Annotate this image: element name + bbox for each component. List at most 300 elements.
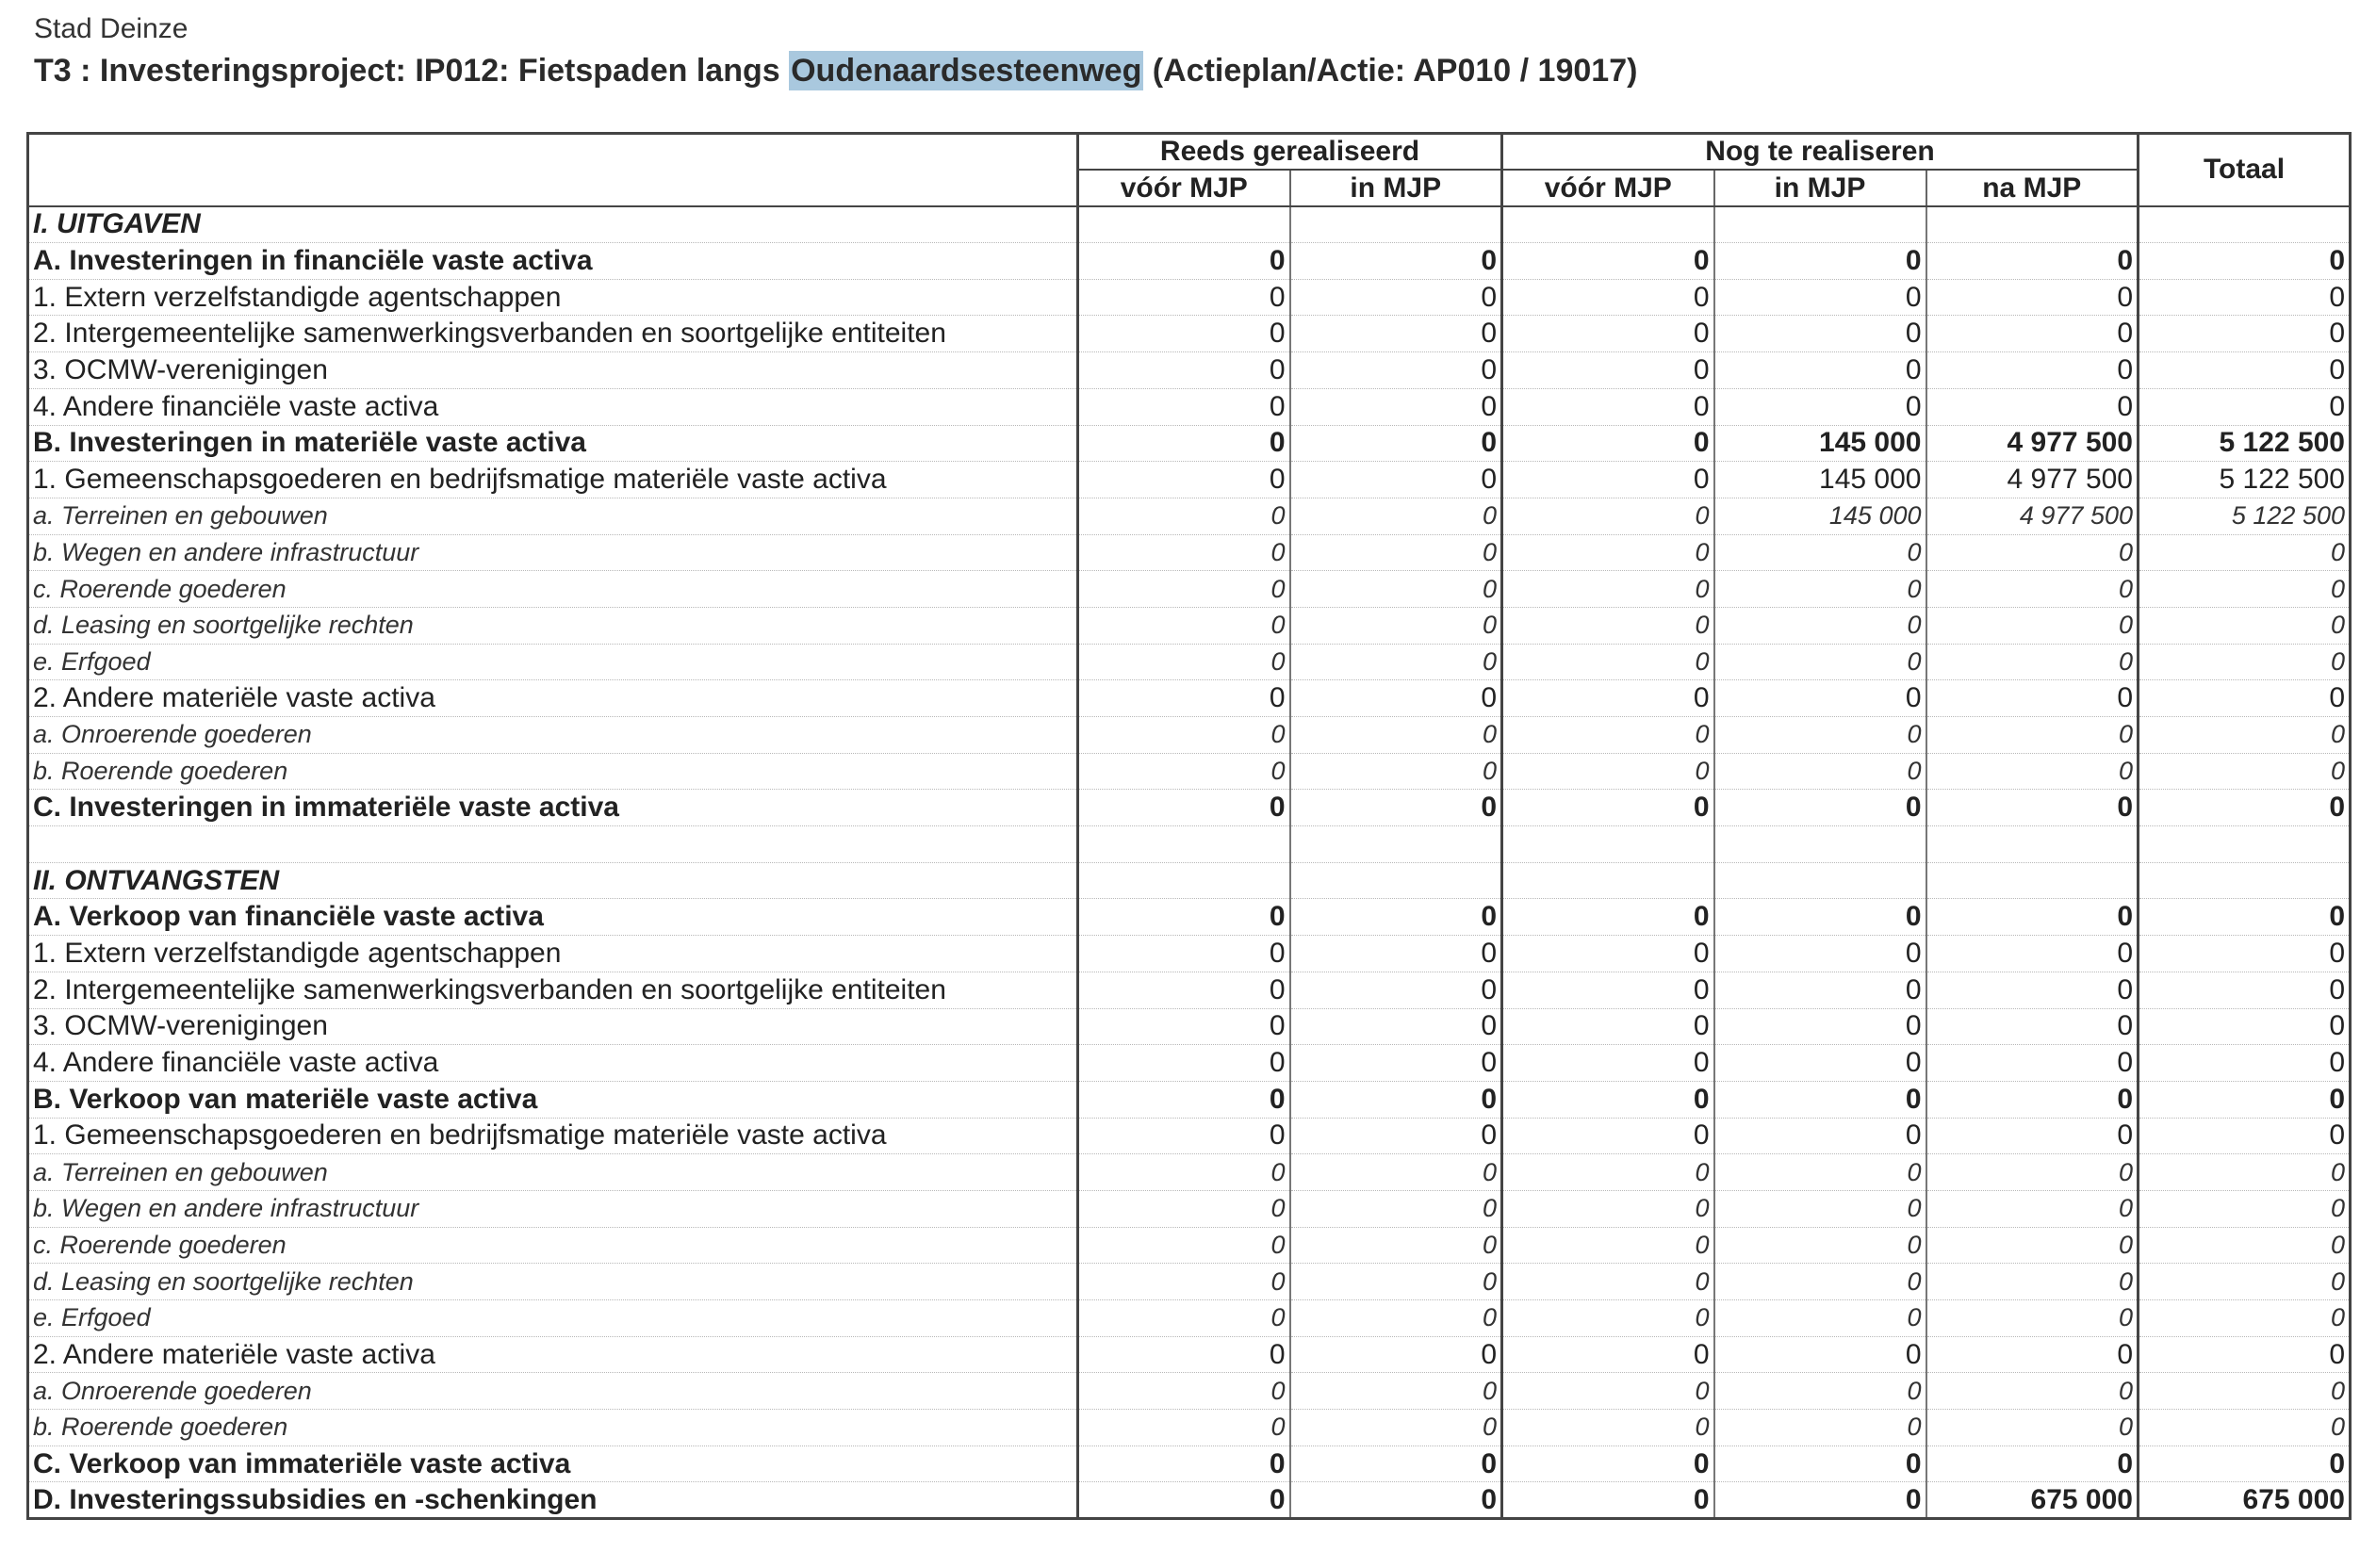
cell-value: 0 xyxy=(2139,279,2351,316)
cell-value: 0 xyxy=(1078,644,1290,680)
cell-value: 4 977 500 xyxy=(1926,498,2139,534)
cell-value: 0 xyxy=(1502,1410,1714,1446)
row-label: 1. Extern verzelfstandigde agentschappen xyxy=(28,279,1078,316)
cell-value: 0 xyxy=(1290,1227,1502,1264)
cell-value: 0 xyxy=(1290,425,1502,462)
cell-value: 0 xyxy=(1714,534,1926,571)
cell-value: 0 xyxy=(2139,1300,2351,1337)
section-heading-row xyxy=(28,206,2351,243)
cell-value: 0 xyxy=(1290,243,1502,280)
cell-value: 5 122 500 xyxy=(2139,462,2351,498)
table-row xyxy=(28,1118,2351,1154)
cell-value: 0 xyxy=(2139,899,2351,936)
cell-value: 0 xyxy=(1290,352,1502,389)
cell-value: 0 xyxy=(1714,352,1926,389)
cell-value: 675 000 xyxy=(2139,1482,2351,1519)
cell-value: 0 xyxy=(1714,1373,1926,1410)
header-reeds-gerealiseerd: Reeds gerealiseerd xyxy=(1078,134,1502,171)
cell-value: 0 xyxy=(1926,279,2139,316)
table-row xyxy=(28,826,2351,863)
cell-value: 0 xyxy=(1078,1482,1290,1519)
cell-value: 0 xyxy=(1078,243,1290,280)
cell-value: 0 xyxy=(1290,680,1502,717)
cell-value: 675 000 xyxy=(1926,1482,2139,1519)
cell-value: 0 xyxy=(1502,498,1714,534)
cell-value: 0 xyxy=(1078,607,1290,644)
table-row xyxy=(28,1154,2351,1191)
table-row xyxy=(28,644,2351,680)
cell-value: 0 xyxy=(1926,1264,2139,1300)
table-row xyxy=(28,534,2351,571)
cell-value: 0 xyxy=(1926,534,2139,571)
table-row xyxy=(28,1227,2351,1264)
cell-value: 0 xyxy=(1714,607,1926,644)
cell-value: 0 xyxy=(1926,1227,2139,1264)
cell-value xyxy=(1502,862,1714,899)
cell-value: 0 xyxy=(2139,534,2351,571)
cell-value: 0 xyxy=(1502,607,1714,644)
cell-value: 145 000 xyxy=(1714,462,1926,498)
cell-value: 0 xyxy=(2139,388,2351,425)
cell-value: 0 xyxy=(1502,279,1714,316)
cell-value: 0 xyxy=(2139,753,2351,790)
table-row xyxy=(28,1008,2351,1045)
cell-value: 0 xyxy=(1078,316,1290,352)
cell-value xyxy=(1714,862,1926,899)
cell-value: 0 xyxy=(1078,498,1290,534)
cell-value: 0 xyxy=(2139,1264,2351,1300)
cell-value: 0 xyxy=(1290,1154,1502,1191)
cell-value: 0 xyxy=(1290,1264,1502,1300)
row-label: e. Erfgoed xyxy=(28,1300,1078,1337)
cell-value: 0 xyxy=(1502,1446,1714,1482)
row-label: a. Onroerende goederen xyxy=(28,1373,1078,1410)
cell-value: 0 xyxy=(2139,1081,2351,1118)
cell-value: 0 xyxy=(1926,680,2139,717)
cell-value xyxy=(1502,206,1714,243)
cell-value: 0 xyxy=(1714,972,1926,1008)
cell-value: 0 xyxy=(1926,352,2139,389)
cell-value: 0 xyxy=(1714,680,1926,717)
table-row xyxy=(28,571,2351,608)
row-label: b. Wegen en andere infrastructuur xyxy=(28,1190,1078,1227)
cell-value: 0 xyxy=(1714,1227,1926,1264)
row-label: a. Onroerende goederen xyxy=(28,717,1078,754)
row-label: C. Verkoop van immateriële vaste activa xyxy=(28,1446,1078,1482)
cell-value: 0 xyxy=(1290,462,1502,498)
cell-value: 0 xyxy=(1078,1373,1290,1410)
cell-value: 0 xyxy=(1502,899,1714,936)
cell-value xyxy=(1926,862,2139,899)
cell-value: 0 xyxy=(2139,1190,2351,1227)
cell-value: 0 xyxy=(1290,1081,1502,1118)
cell-value: 0 xyxy=(1078,753,1290,790)
cell-value: 0 xyxy=(1078,1008,1290,1045)
cell-value: 0 xyxy=(2139,1446,2351,1482)
cell-value: 0 xyxy=(1714,1446,1926,1482)
cell-value: 0 xyxy=(2139,607,2351,644)
table-row xyxy=(28,388,2351,425)
cell-value: 0 xyxy=(1926,1410,2139,1446)
cell-value: 0 xyxy=(1714,1482,1926,1519)
row-label: A. Verkoop van financiële vaste activa xyxy=(28,899,1078,936)
section-heading-row xyxy=(28,862,2351,899)
cell-value: 0 xyxy=(1714,1336,1926,1373)
cell-value: 0 xyxy=(2139,1410,2351,1446)
cell-value: 0 xyxy=(1926,753,2139,790)
cell-value: 0 xyxy=(1926,972,2139,1008)
label-column-header xyxy=(28,134,1078,206)
cell-value: 0 xyxy=(1078,1227,1290,1264)
cell-value: 0 xyxy=(2139,1008,2351,1045)
cell-value: 0 xyxy=(1926,1045,2139,1082)
cell-value: 0 xyxy=(2139,936,2351,972)
cell-value: 0 xyxy=(2139,790,2351,826)
cell-value: 0 xyxy=(1502,680,1714,717)
cell-value: 0 xyxy=(1714,1118,1926,1154)
cell-value: 0 xyxy=(2139,352,2351,389)
table-row xyxy=(28,936,2351,972)
row-label: 4. Andere financiële vaste activa xyxy=(28,1045,1078,1082)
cell-value: 0 xyxy=(1502,1373,1714,1410)
cell-value: 0 xyxy=(1714,936,1926,972)
cell-value: 0 xyxy=(1502,1008,1714,1045)
table-row xyxy=(28,316,2351,352)
cell-value: 0 xyxy=(1290,972,1502,1008)
cell-value: 0 xyxy=(1714,1264,1926,1300)
cell-value: 0 xyxy=(1078,717,1290,754)
cell-value: 0 xyxy=(2139,972,2351,1008)
cell-value: 0 xyxy=(1502,1045,1714,1082)
row-label: 4. Andere financiële vaste activa xyxy=(28,388,1078,425)
cell-value: 0 xyxy=(1502,644,1714,680)
cell-value: 0 xyxy=(1714,243,1926,280)
cell-value: 0 xyxy=(1926,1081,2139,1118)
subheader-voor-mjp: vóór MJP xyxy=(1502,170,1714,206)
table-row xyxy=(28,425,2351,462)
row-label: b. Wegen en andere infrastructuur xyxy=(28,534,1078,571)
table-row xyxy=(28,680,2351,717)
cell-value: 0 xyxy=(1078,790,1290,826)
table-row xyxy=(28,753,2351,790)
cell-value: 0 xyxy=(1714,388,1926,425)
cell-value xyxy=(1290,862,1502,899)
title-prefix: T3 : Investeringsproject: IP012: Fietspaden langs xyxy=(34,53,790,89)
cell-value: 0 xyxy=(1502,1482,1714,1519)
cell-value: 0 xyxy=(1714,1190,1926,1227)
cell-value: 0 xyxy=(1714,899,1926,936)
cell-value: 5 122 500 xyxy=(2139,425,2351,462)
cell-value: 0 xyxy=(1290,899,1502,936)
cell-value: 0 xyxy=(1502,425,1714,462)
cell-value: 0 xyxy=(1290,1410,1502,1446)
cell-value: 0 xyxy=(2139,1227,2351,1264)
row-label: B. Investeringen in materiële vaste activa xyxy=(28,425,1078,462)
cell-value: 0 xyxy=(1926,899,2139,936)
cell-value: 0 xyxy=(1926,1446,2139,1482)
cell-value: 0 xyxy=(1078,972,1290,1008)
cell-value: 0 xyxy=(1502,1264,1714,1300)
cell-value: 0 xyxy=(1290,534,1502,571)
cell-value xyxy=(1714,206,1926,243)
cell-value xyxy=(1078,826,1290,863)
cell-value: 0 xyxy=(1502,972,1714,1008)
cell-value xyxy=(1502,826,1714,863)
row-label: 1. Gemeenschapsgoederen en bedrijfsmatige materiële vaste activa xyxy=(28,1118,1078,1154)
cell-value: 0 xyxy=(1714,279,1926,316)
cell-value: 0 xyxy=(1926,1373,2139,1410)
table-row xyxy=(28,1300,2351,1337)
cell-value: 0 xyxy=(1926,717,2139,754)
cell-value: 0 xyxy=(1926,316,2139,352)
cell-value: 0 xyxy=(1502,790,1714,826)
cell-value: 0 xyxy=(1078,1118,1290,1154)
cell-value: 0 xyxy=(1714,717,1926,754)
cell-value: 0 xyxy=(1078,1154,1290,1191)
cell-value: 0 xyxy=(2139,680,2351,717)
cell-value: 145 000 xyxy=(1714,425,1926,462)
row-label: 3. OCMW-verenigingen xyxy=(28,352,1078,389)
cell-value: 0 xyxy=(1926,790,2139,826)
cell-value: 0 xyxy=(1290,1300,1502,1337)
organization-name: Stad Deinze xyxy=(34,13,188,44)
row-label: D. Investeringssubsidies en -schenkingen xyxy=(28,1482,1078,1519)
cell-value: 0 xyxy=(1714,1008,1926,1045)
cell-value: 0 xyxy=(1502,753,1714,790)
cell-value: 0 xyxy=(1502,571,1714,608)
table-row xyxy=(28,1190,2351,1227)
cell-value: 0 xyxy=(2139,644,2351,680)
cell-value: 0 xyxy=(1502,1300,1714,1337)
cell-value xyxy=(1078,206,1290,243)
row-label: b. Roerende goederen xyxy=(28,1410,1078,1446)
row-label: 2. Andere materiële vaste activa xyxy=(28,1336,1078,1373)
row-label: 2. Andere materiële vaste activa xyxy=(28,680,1078,717)
cell-value: 0 xyxy=(1290,644,1502,680)
cell-value: 0 xyxy=(1502,717,1714,754)
cell-value: 0 xyxy=(1926,607,2139,644)
row-label: a. Terreinen en gebouwen xyxy=(28,1154,1078,1191)
cell-value: 0 xyxy=(1078,352,1290,389)
cell-value: 0 xyxy=(1078,936,1290,972)
cell-value: 0 xyxy=(1290,1045,1502,1082)
table-row xyxy=(28,462,2351,498)
table-row xyxy=(28,1446,2351,1482)
cell-value: 0 xyxy=(1502,534,1714,571)
cell-value: 0 xyxy=(1290,498,1502,534)
table-row xyxy=(28,498,2351,534)
cell-value: 0 xyxy=(1078,571,1290,608)
table-row xyxy=(28,1336,2351,1373)
cell-value: 0 xyxy=(1078,534,1290,571)
cell-value: 0 xyxy=(2139,1045,2351,1082)
cell-value: 0 xyxy=(2139,316,2351,352)
cell-value: 0 xyxy=(2139,717,2351,754)
cell-value: 0 xyxy=(1502,1154,1714,1191)
document-title xyxy=(34,53,1637,90)
row-label: C. Investeringen in immateriële vaste activa xyxy=(28,790,1078,826)
cell-value xyxy=(1926,826,2139,863)
cell-value: 0 xyxy=(1078,680,1290,717)
cell-value: 0 xyxy=(1290,388,1502,425)
cell-value: 0 xyxy=(1290,717,1502,754)
cell-value: 0 xyxy=(1714,790,1926,826)
cell-value: 0 xyxy=(1714,571,1926,608)
row-label: c. Roerende goederen xyxy=(28,571,1078,608)
cell-value xyxy=(1714,826,1926,863)
cell-value: 0 xyxy=(2139,571,2351,608)
row-label: B. Verkoop van materiële vaste activa xyxy=(28,1081,1078,1118)
row-label: 2. Intergemeentelijke samenwerkingsverbanden en soortgelijke entiteiten xyxy=(28,972,1078,1008)
cell-value: 0 xyxy=(1502,1118,1714,1154)
cell-value: 0 xyxy=(1502,936,1714,972)
cell-value: 0 xyxy=(1714,1081,1926,1118)
cell-value: 0 xyxy=(1926,1300,2139,1337)
cell-value: 0 xyxy=(1926,1154,2139,1191)
cell-value: 0 xyxy=(1078,1410,1290,1446)
row-label: e. Erfgoed xyxy=(28,644,1078,680)
subheader-in-mjp: in MJP xyxy=(1714,170,1926,206)
cell-value: 0 xyxy=(1714,1154,1926,1191)
cell-value: 0 xyxy=(1290,790,1502,826)
table-row xyxy=(28,717,2351,754)
cell-value: 0 xyxy=(1926,243,2139,280)
subheader-voor-mjp: vóór MJP xyxy=(1078,170,1290,206)
cell-value: 0 xyxy=(1290,279,1502,316)
cell-value: 0 xyxy=(1078,1081,1290,1118)
table-row xyxy=(28,790,2351,826)
cell-value: 0 xyxy=(1714,753,1926,790)
cell-value: 0 xyxy=(1714,1045,1926,1082)
table-row xyxy=(28,1264,2351,1300)
cell-value: 0 xyxy=(2139,243,2351,280)
cell-value: 0 xyxy=(1290,753,1502,790)
investment-table xyxy=(26,132,2352,1520)
cell-value: 0 xyxy=(1290,571,1502,608)
table-row xyxy=(28,352,2351,389)
table-row xyxy=(28,1410,2351,1446)
row-label: a. Terreinen en gebouwen xyxy=(28,498,1078,534)
cell-value xyxy=(1290,206,1502,243)
row-label: 3. OCMW-verenigingen xyxy=(28,1008,1078,1045)
table-row xyxy=(28,243,2351,280)
cell-value: 0 xyxy=(1290,1446,1502,1482)
cell-value: 0 xyxy=(1502,1081,1714,1118)
cell-value: 4 977 500 xyxy=(1926,425,2139,462)
title-highlight: Oudenaardsesteenweg xyxy=(791,53,1142,89)
row-label: A. Investeringen in financiële vaste activa xyxy=(28,243,1078,280)
cell-value: 0 xyxy=(1078,1045,1290,1082)
row-label: 1. Extern verzelfstandigde agentschappen xyxy=(28,936,1078,972)
row-label: d. Leasing en soortgelijke rechten xyxy=(28,1264,1078,1300)
table-row xyxy=(28,972,2351,1008)
cell-value: 5 122 500 xyxy=(2139,498,2351,534)
header-totaal: Totaal xyxy=(2139,134,2351,206)
cell-value: 0 xyxy=(2139,1373,2351,1410)
table-row xyxy=(28,1081,2351,1118)
cell-value: 0 xyxy=(1078,1300,1290,1337)
cell-value: 4 977 500 xyxy=(1926,462,2139,498)
table-row xyxy=(28,1482,2351,1519)
table-row xyxy=(28,1045,2351,1082)
cell-value: 0 xyxy=(1290,1190,1502,1227)
cell-value: 0 xyxy=(1502,388,1714,425)
cell-value: 0 xyxy=(2139,1154,2351,1191)
table-row xyxy=(28,279,2351,316)
cell-value: 0 xyxy=(1714,1410,1926,1446)
row-label: c. Roerende goederen xyxy=(28,1227,1078,1264)
row-label: 1. Gemeenschapsgoederen en bedrijfsmatige materiële vaste activa xyxy=(28,462,1078,498)
cell-value: 0 xyxy=(1926,1008,2139,1045)
cell-value: 0 xyxy=(1290,1118,1502,1154)
cell-value: 0 xyxy=(1078,899,1290,936)
cell-value xyxy=(2139,862,2351,899)
cell-value: 0 xyxy=(1078,1190,1290,1227)
row-label: I. UITGAVEN xyxy=(28,206,1078,243)
cell-value xyxy=(1290,826,1502,863)
header-nog-te-realiseren: Nog te realiseren xyxy=(1502,134,2139,171)
table-row xyxy=(28,607,2351,644)
row-label: b. Roerende goederen xyxy=(28,753,1078,790)
cell-value: 0 xyxy=(1290,936,1502,972)
cell-value xyxy=(1926,206,2139,243)
cell-value: 0 xyxy=(2139,1118,2351,1154)
table-body xyxy=(28,206,2351,1519)
cell-value: 0 xyxy=(1078,388,1290,425)
subheader-na-mjp: na MJP xyxy=(1926,170,2139,206)
cell-value: 0 xyxy=(1502,352,1714,389)
subheader-in-mjp: in MJP xyxy=(1290,170,1502,206)
title-suffix: (Actieplan/Actie: AP010 / 19017) xyxy=(1143,53,1638,89)
cell-value: 0 xyxy=(1290,1336,1502,1373)
cell-value: 0 xyxy=(1290,1482,1502,1519)
cell-value: 0 xyxy=(1078,1264,1290,1300)
row-label: II. ONTVANGSTEN xyxy=(28,862,1078,899)
cell-value: 0 xyxy=(1078,279,1290,316)
cell-value: 0 xyxy=(1926,388,2139,425)
cell-value: 0 xyxy=(1078,425,1290,462)
cell-value: 0 xyxy=(1926,1118,2139,1154)
cell-value: 0 xyxy=(1926,571,2139,608)
cell-value: 0 xyxy=(1926,1336,2139,1373)
cell-value: 0 xyxy=(1714,316,1926,352)
cell-value xyxy=(2139,206,2351,243)
table-row xyxy=(28,899,2351,936)
cell-value: 145 000 xyxy=(1714,498,1926,534)
cell-value: 0 xyxy=(1926,936,2139,972)
cell-value: 0 xyxy=(1290,1373,1502,1410)
cell-value: 0 xyxy=(1290,1008,1502,1045)
table-row xyxy=(28,1373,2351,1410)
cell-value: 0 xyxy=(1290,607,1502,644)
cell-value: 0 xyxy=(1078,1446,1290,1482)
cell-value: 0 xyxy=(1714,644,1926,680)
cell-value: 0 xyxy=(1502,316,1714,352)
cell-value: 0 xyxy=(1502,1227,1714,1264)
cell-value: 0 xyxy=(1502,243,1714,280)
cell-value: 0 xyxy=(1078,462,1290,498)
row-label: 2. Intergemeentelijke samenwerkingsverbanden en soortgelijke entiteiten xyxy=(28,316,1078,352)
cell-value: 0 xyxy=(1502,1190,1714,1227)
cell-value: 0 xyxy=(1078,1336,1290,1373)
cell-value: 0 xyxy=(1926,644,2139,680)
cell-value: 0 xyxy=(1714,1300,1926,1337)
cell-value: 0 xyxy=(1502,1336,1714,1373)
cell-value xyxy=(2139,826,2351,863)
cell-value: 0 xyxy=(1926,1190,2139,1227)
cell-value: 0 xyxy=(1290,316,1502,352)
cell-value xyxy=(1078,862,1290,899)
